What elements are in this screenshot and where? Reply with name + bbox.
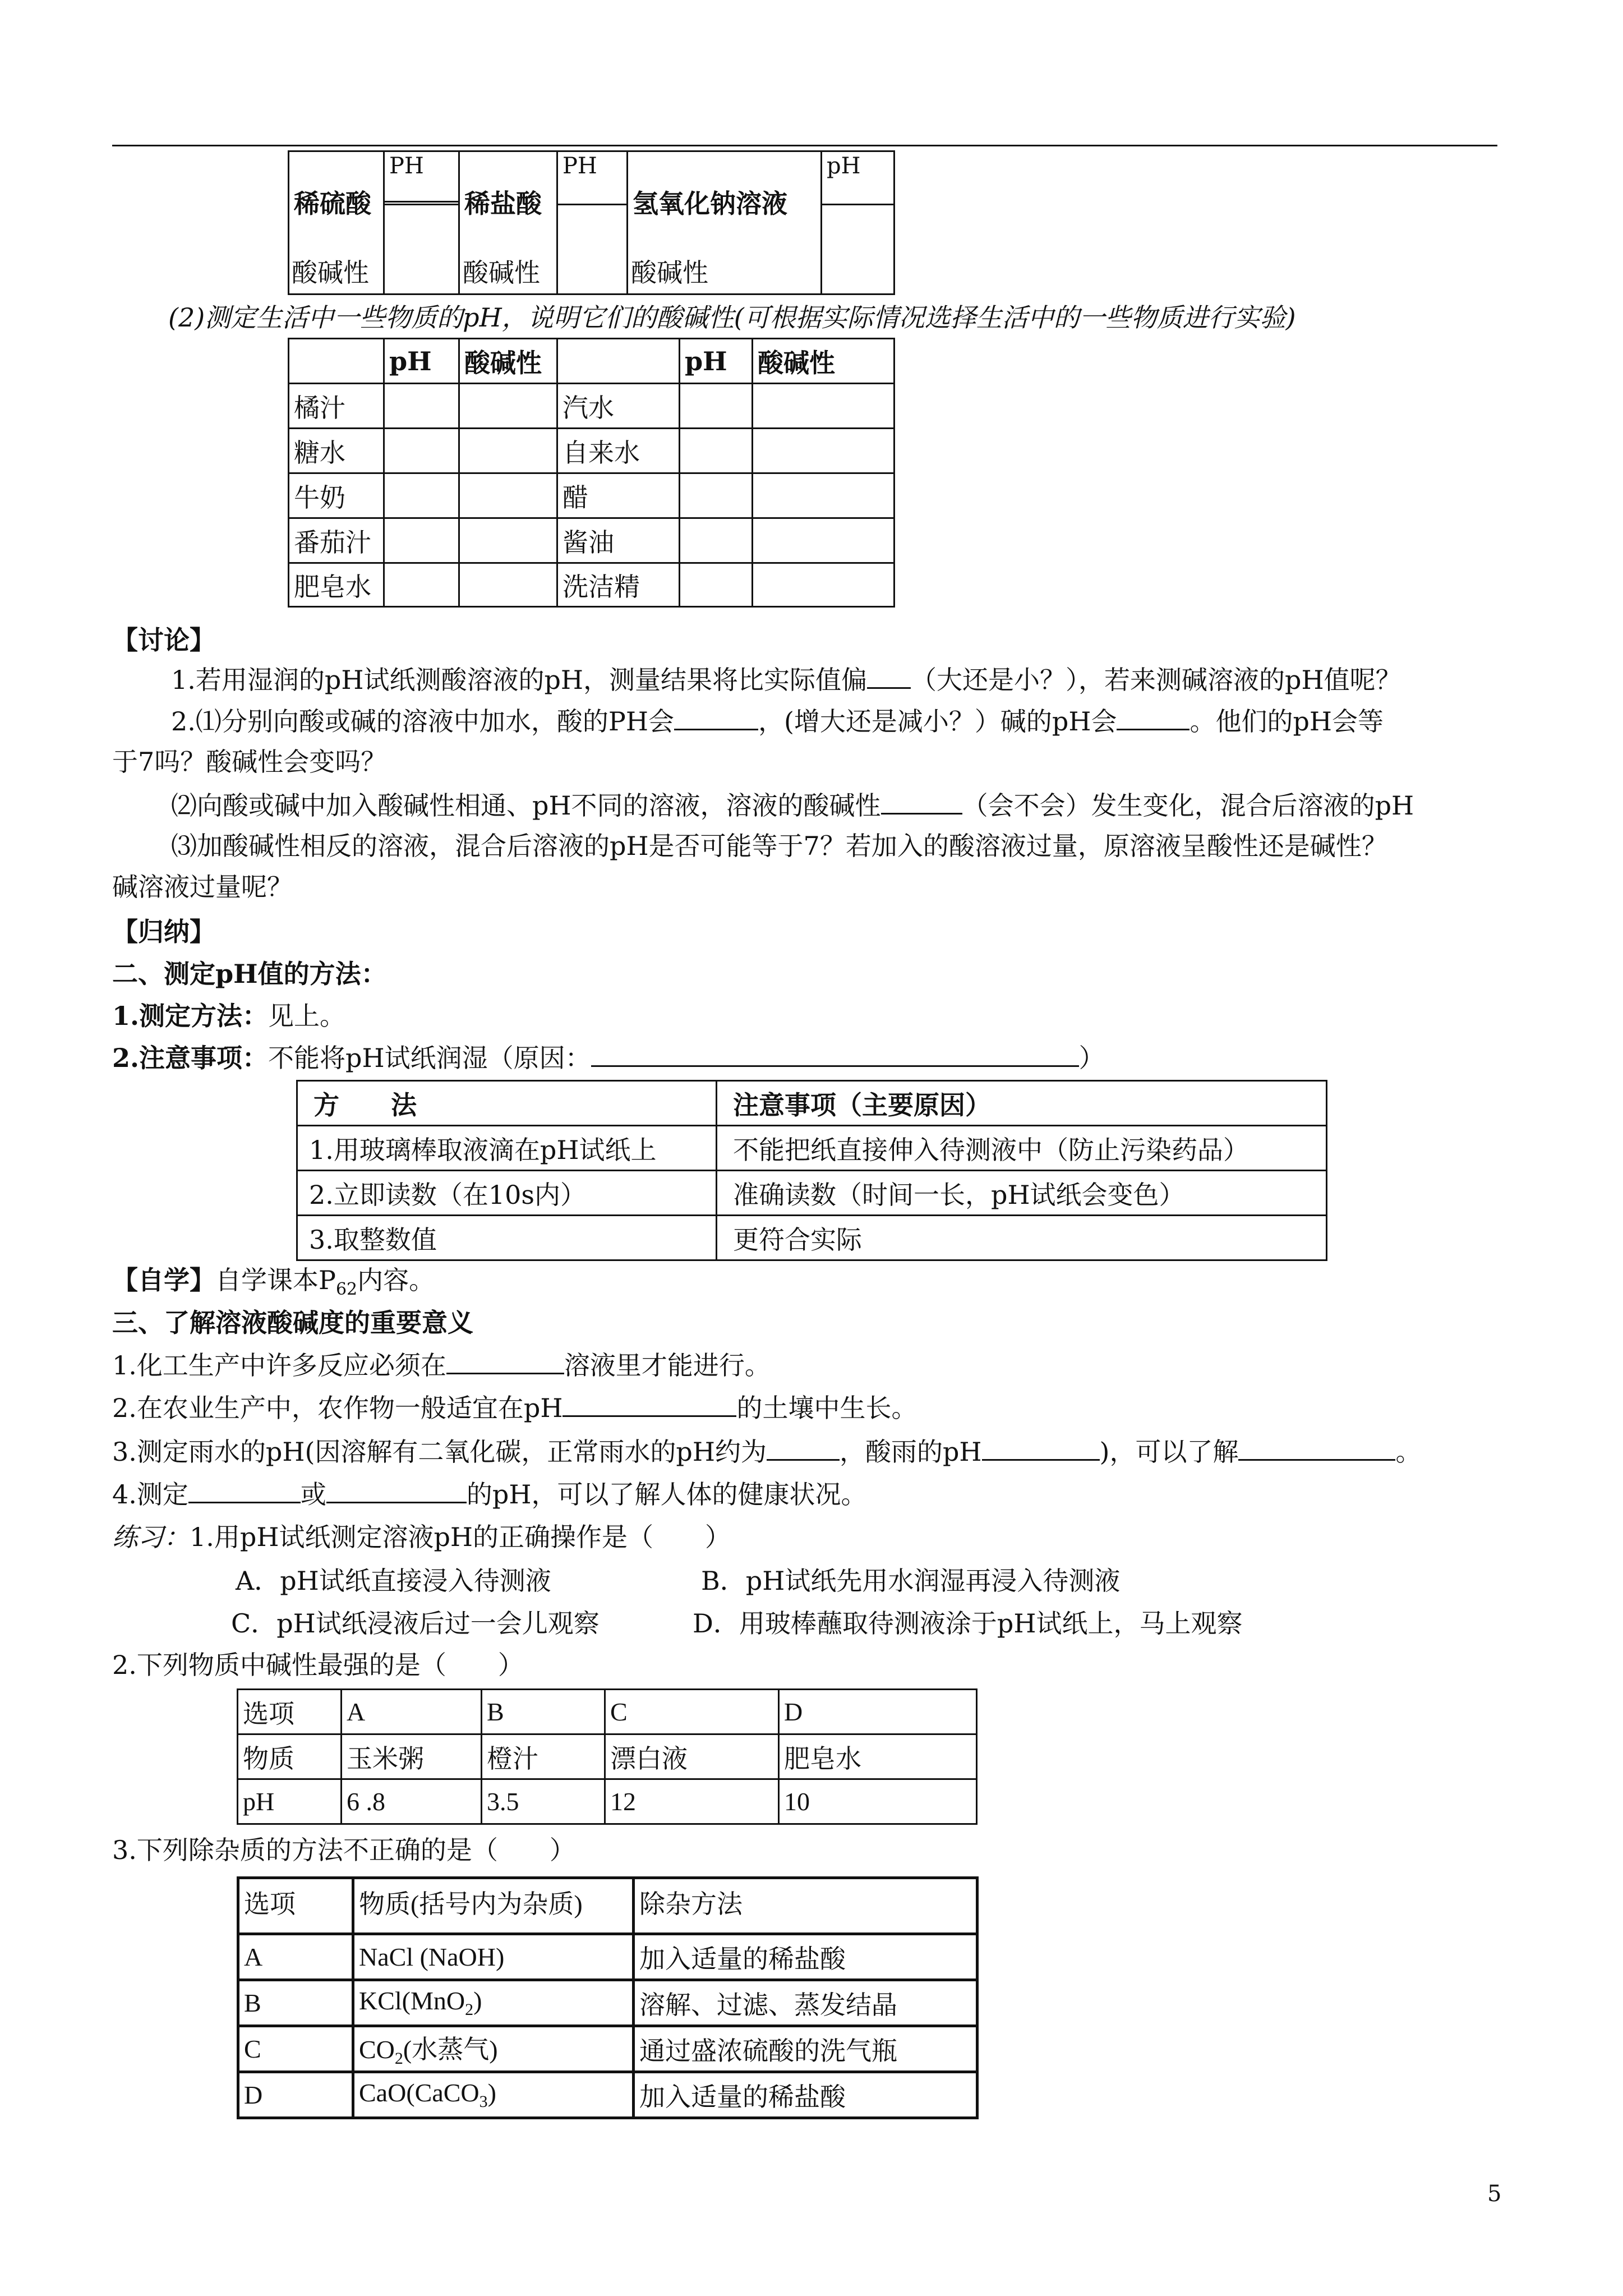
method-cell: 加入适量的稀盐酸	[634, 1934, 978, 1980]
cell-ph-value	[557, 205, 628, 295]
cell: 选项	[238, 1690, 342, 1734]
significance-3: 3.测定雨水的pH(因溶解有二氧化碳，正常雨水的pH约为 ，酸雨的pH )，可以了解 。	[112, 1437, 1422, 1467]
substance-cell: CaO(CaCO$_3$)	[353, 2072, 634, 2118]
substance-cell: KCl(MnO$_2$)	[353, 1980, 634, 2026]
page-number: 5	[1487, 2181, 1502, 2207]
method-note: 更符合实际	[717, 1216, 1327, 1260]
header-ph: pH	[680, 339, 753, 384]
cell-ph-label: PH	[384, 151, 459, 205]
substance-name: 自来水	[557, 429, 680, 473]
header-ph: pH	[384, 339, 459, 384]
significance-2: 2.在农业生产中，农作物一般适宜在pH 的土壤中生长。	[112, 1393, 917, 1423]
exercise-q2: 2.下列物质中碱性最强的是（ ）	[112, 1650, 524, 1680]
summary-heading: 【归纳】	[112, 917, 215, 947]
cell: 漂白液	[605, 1734, 779, 1779]
option-cell: C	[238, 2026, 353, 2072]
cell: 10	[779, 1779, 977, 1824]
cell-sodium-hydroxide: 氢氧化钠溶液	[628, 151, 822, 295]
acid-base-ph-table	[288, 150, 895, 295]
cell: 物质	[238, 1734, 342, 1779]
cell-ph-label: pH	[822, 151, 895, 205]
option-cell: D	[238, 2072, 353, 2118]
section-3-title: 三、了解溶液酸碱度的重要意义	[112, 1308, 473, 1338]
option-cell: A	[238, 1934, 353, 1980]
divider	[383, 201, 458, 203]
exercise-q3: 3.下列除杂质的方法不正确的是（ ）	[112, 1835, 575, 1865]
discussion-q2: 2.⑴分别向酸或碱的溶液中加水，酸的PH会 ，(增大还是减小？）碱的pH会 。他们的pH会等	[171, 706, 1384, 737]
cell: A	[342, 1690, 482, 1734]
cell: 肥皂水	[779, 1734, 977, 1779]
option-b: B．pH试纸先用水润湿再浸入待测液	[701, 1566, 1121, 1596]
header-method: 除杂方法	[634, 1878, 978, 1934]
cell-ph-label: PH	[557, 151, 628, 205]
label-acidity: 酸碱性	[292, 257, 369, 288]
discussion-q4-cont: 碱溶液过量呢？	[112, 872, 293, 902]
option-c: C．pH试纸浸液后过一会儿观察	[231, 1608, 600, 1639]
self-study: 【自学】自学课本$P_{62}$内容。	[112, 1265, 435, 1300]
substance-name: 肥皂水	[289, 563, 384, 607]
option-d: D．用玻棒蘸取待测液涂于pH试纸上，马上观察	[693, 1608, 1243, 1639]
discussion-q1: 1.若用湿润的pH试纸测酸溶液的pH，测量结果将比实际值偏 （大还是小？），若来测碱溶液的pH值呢？	[171, 665, 1401, 695]
header-rule	[112, 145, 1497, 146]
substance-name: 橘汁	[289, 384, 384, 429]
significance-4: 4.测定 或 的pH，可以了解人体的健康状况。	[112, 1479, 867, 1510]
header-method: 方 法	[297, 1081, 717, 1126]
label-acidity: 酸碱性	[631, 257, 708, 288]
discussion-q3: ⑵向酸或碱中加入酸碱性相通、pH不同的溶液，溶液的酸碱性 （会不会）发生变化，混合后溶液的pH	[171, 790, 1414, 821]
cell: 6 .8	[342, 1779, 482, 1824]
section-2-title: 二、测定pH值的方法：	[112, 959, 387, 989]
cell: 3.5	[482, 1779, 605, 1824]
cell-hydrochloric-acid: 稀盐酸	[459, 151, 557, 295]
exercise-q1: 练习：1.用pH试纸测定溶液pH的正确操作是（ ）	[112, 1522, 731, 1552]
substance-name: 醋	[557, 473, 680, 518]
method-notes-table	[296, 1080, 1327, 1261]
substance-name: 番茄汁	[289, 518, 384, 563]
method-2: 2.注意事项：不能将pH试纸润湿（原因： ）	[112, 1043, 1105, 1073]
substance-name: 牛奶	[289, 473, 384, 518]
impurity-removal-table	[237, 1876, 979, 2119]
substance-name: 酱油	[557, 518, 680, 563]
header-acidity: 酸碱性	[459, 339, 557, 384]
label-acidity: 酸碱性	[463, 257, 540, 288]
method-step: 1.用玻璃棒取液滴在pH试纸上	[297, 1126, 717, 1171]
substance-cell: $CO_2$(水蒸气)	[353, 2026, 634, 2072]
cell: 12	[605, 1779, 779, 1824]
header-option: 选项	[238, 1878, 353, 1934]
alkalinity-table	[237, 1688, 978, 1825]
method-1: 1.测定方法：见上。	[112, 1001, 346, 1031]
cell-ph-value	[822, 205, 895, 295]
discussion-q4: ⑶加酸碱性相反的溶液，混合后溶液的pH是否可能等于7？若加入的酸溶液过量，原溶液呈酸性还是碱性？	[171, 831, 1387, 861]
discussion-heading: 【讨论】	[112, 625, 215, 655]
substance-name: 洗洁精	[557, 563, 680, 607]
cell-ph-value	[384, 205, 459, 295]
daily-substances-ph-table	[288, 338, 895, 608]
substance-name: 汽水	[557, 384, 680, 429]
method-step: 3.取整数值	[297, 1216, 717, 1260]
section-2-heading: (2)测定生活中一些物质的pH，说明它们的酸碱性(可根据实际情况选择生活中的一些物质进行实验)	[168, 302, 1296, 333]
method-cell: 加入适量的稀盐酸	[634, 2072, 978, 2118]
method-note: 准确读数（时间一长，pH试纸会变色）	[717, 1171, 1327, 1216]
substance-cell: NaCl (NaOH)	[353, 1934, 634, 1980]
header-substance: 物质(括号内为杂质)	[353, 1878, 634, 1934]
header-notes: 注意事项（主要原因）	[717, 1081, 1327, 1126]
header-acidity: 酸碱性	[753, 339, 895, 384]
header-cell	[289, 339, 384, 384]
option-cell: B	[238, 1980, 353, 2026]
discussion-q2-cont: 于7吗？酸碱性会变吗？	[112, 747, 387, 777]
method-cell: 溶解、过滤、蒸发结晶	[634, 1980, 978, 2026]
cell: pH	[238, 1779, 342, 1824]
cell: C	[605, 1690, 779, 1734]
method-step: 2.立即读数（在10s内）	[297, 1171, 717, 1216]
significance-1: 1.化工生产中许多反应必须在 溶液里才能进行。	[112, 1350, 771, 1381]
method-note: 不能把纸直接伸入待测液中（防止污染药品）	[717, 1126, 1327, 1171]
cell: 橙汁	[482, 1734, 605, 1779]
option-a: A．pH试纸直接浸入待测液	[236, 1566, 551, 1596]
cell: 玉米粥	[342, 1734, 482, 1779]
cell-sulfuric-acid: 稀硫酸	[289, 151, 384, 295]
substance-name: 糖水	[289, 429, 384, 473]
method-cell: 通过盛浓硫酸的洗气瓶	[634, 2026, 978, 2072]
header-cell	[557, 339, 680, 384]
cell: D	[779, 1690, 977, 1734]
cell: B	[482, 1690, 605, 1734]
